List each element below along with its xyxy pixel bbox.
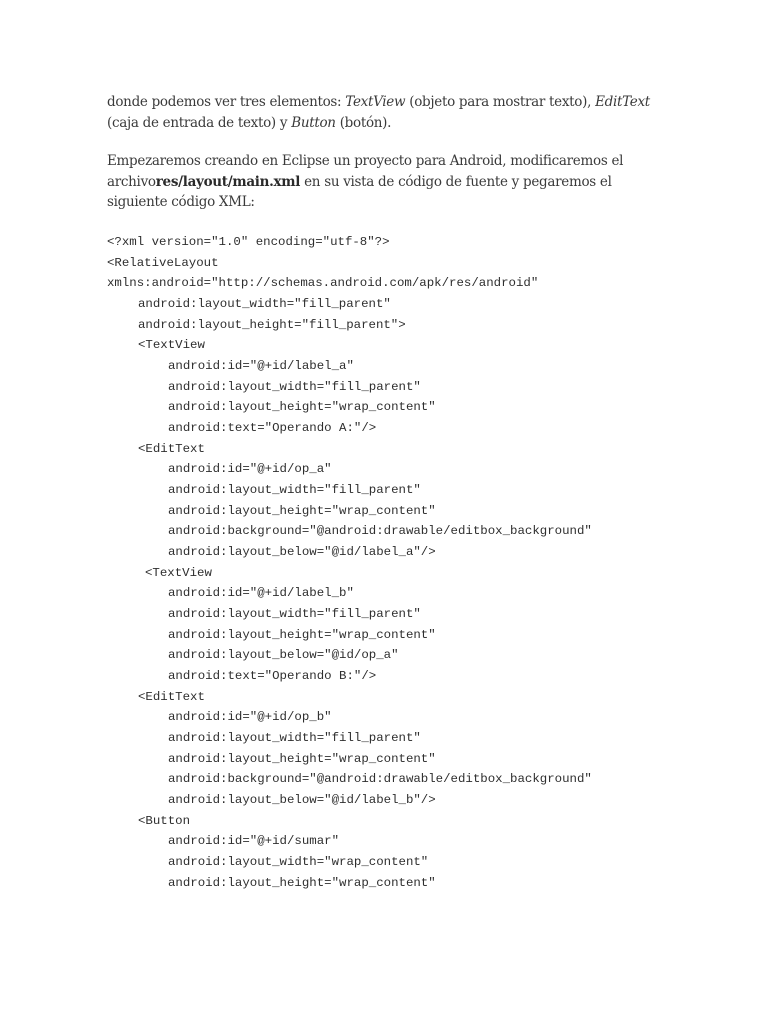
code-line: <?xml version="1.0" encoding="utf-8"?>: [107, 235, 390, 249]
code-line: android:layout_width="wrap_content": [168, 855, 429, 870]
code-line: <RelativeLayout: [107, 255, 219, 270]
code-line: android:text="Operando B:"/>: [168, 669, 377, 684]
code-line: xmlns:android="http://schemas.android.com/apk/res/android": [107, 276, 539, 291]
intro-text: donde podemos ver tres elementos:: [107, 94, 346, 110]
intro-text: (botón).: [335, 114, 392, 131]
code-line: android:layout_height="wrap_content": [168, 875, 436, 890]
code-line: android:id="@+id/label_a": [168, 359, 354, 374]
code-line: <Button: [138, 813, 191, 828]
code-line: android:id="@+id/sumar": [168, 834, 340, 849]
xml-code-block: [107, 232, 592, 894]
code-line: android:text="Operando A:"/>: [168, 421, 377, 436]
code-line: android:layout_height="wrap_content": [168, 503, 436, 518]
code-line: android:layout_below="@id/label_b"/>: [168, 793, 436, 808]
code-line: android:layout_width="fill_parent": [168, 731, 421, 746]
code-line: android:id="@+id/op_a": [168, 462, 332, 477]
code-line: android:background="@android:drawable/editbox_background": [168, 524, 592, 539]
code-line: android:layout_height="wrap_content": [168, 400, 436, 415]
code-line: android:layout_height="wrap_content": [168, 627, 436, 642]
code-line: android:layout_height="wrap_content": [168, 751, 436, 766]
code-line: <EditText: [138, 441, 205, 456]
edittext-term: EditText: [595, 94, 650, 110]
intro-text: Empezaremos creando en Eclipse un proyecto para Android, modificaremos el archivo: [107, 153, 624, 190]
intro-text: en su vista de código de fuente y pegaremos el siguiente código XML:: [107, 173, 612, 210]
intro-text: (objeto para mostrar texto),: [405, 94, 596, 110]
intro-text: (caja de entrada de texto) y: [107, 114, 292, 131]
code-line: <TextView: [138, 338, 205, 353]
intro-paragraph-eclipse: [107, 151, 667, 213]
code-line: android:layout_below="@id/label_a"/>: [168, 545, 436, 560]
code-line: <EditText: [138, 689, 205, 704]
code-line: android:layout_width="fill_parent": [168, 483, 421, 498]
code-line: android:background="@android:drawable/editbox_background": [168, 772, 592, 787]
code-line: android:layout_width="fill_parent": [138, 297, 391, 312]
code-line: android:layout_width="fill_parent": [168, 607, 421, 622]
code-line: android:id="@+id/label_b": [168, 586, 354, 601]
code-line: android:id="@+id/op_b": [168, 710, 332, 725]
code-line: android:layout_below="@id/op_a": [168, 648, 399, 663]
code-line: android:layout_height="fill_parent">: [138, 317, 406, 332]
textview-term: TextView: [345, 94, 406, 110]
intro-paragraph-elements: [107, 92, 667, 133]
code-line: android:layout_width="fill_parent": [168, 379, 421, 394]
file-path: res/layout/main.xml: [155, 173, 301, 190]
code-line: <TextView: [145, 565, 212, 580]
button-term: Button: [291, 114, 336, 131]
